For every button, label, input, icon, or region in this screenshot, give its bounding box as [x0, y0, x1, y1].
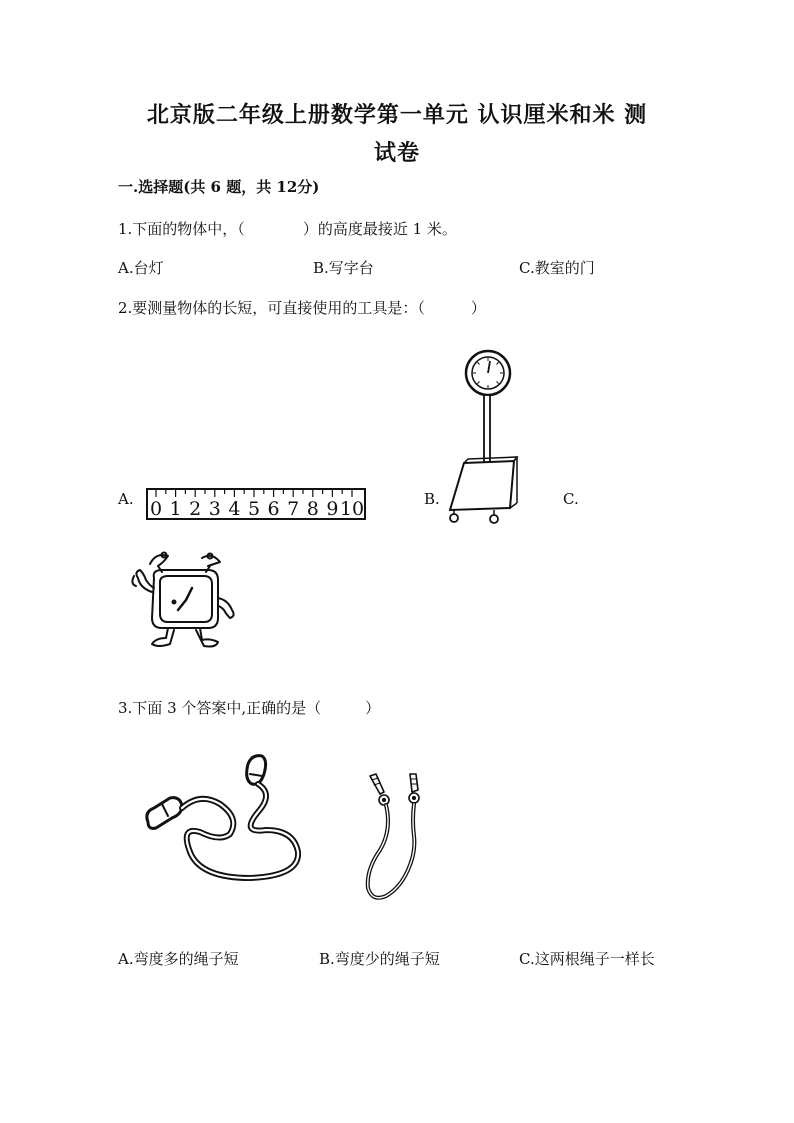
rope-handle-left — [147, 798, 182, 829]
title-line-1: 北京版二年级上册数学第一单元 认识厘米和米 测 — [146, 102, 648, 128]
scale-wheel-left — [450, 514, 458, 522]
scale-wheel-right — [490, 515, 498, 523]
question-1-stem-before: 1.下面的物体中，（ — [118, 220, 245, 238]
question-1-option-b[interactable]: B.写字台 — [313, 259, 374, 277]
ruler-number: 2 — [189, 498, 202, 520]
question-3-option-b[interactable]: B.弯度少的绳子短 — [319, 950, 440, 968]
rope-few-curves-image — [362, 770, 438, 910]
page-title — [110, 96, 684, 172]
minute-hand — [186, 588, 192, 600]
ruler-number: 0 — [149, 498, 163, 520]
question-2-option-b[interactable]: B. — [424, 490, 440, 508]
question-3-option-c[interactable]: C.这两根绳子一样长 — [519, 950, 655, 968]
question-3-stem-before: 3.下面 3 个答案中,正确的是（ — [118, 699, 322, 717]
section-heading: 一.选择题(共 6 题，共 12分) — [118, 178, 320, 196]
ruler-number: 9 — [326, 498, 339, 520]
ruler-number: 7 — [287, 498, 300, 520]
rope-many-curves-image — [140, 752, 310, 902]
question-1-stem-after: ）的高度最接近 1 米。 — [302, 220, 457, 238]
ruler-number: 6 — [267, 498, 280, 520]
ruler-number: 3 — [208, 498, 221, 520]
question-2-stem-before: 2.要测量物体的长短，可直接使用的工具是：（ — [118, 299, 425, 317]
question-2-stem — [118, 297, 486, 318]
ruler-number: 4 — [228, 498, 241, 520]
rope-b-handle-right — [410, 774, 418, 792]
question-3-option-a[interactable]: A.弯度多的绳子短 — [118, 950, 239, 968]
question-3-stem-after: ） — [365, 699, 381, 717]
question-1-stem — [118, 218, 457, 239]
question-1-option-c[interactable]: C.教室的门 — [519, 259, 595, 277]
ruler-image — [146, 488, 366, 520]
ruler-number: 8 — [306, 498, 319, 520]
question-1-option-a[interactable]: A.台灯 — [118, 259, 164, 277]
question-3-stem — [118, 697, 380, 718]
ruler-number: 5 — [247, 498, 261, 520]
scale-post — [484, 395, 490, 463]
title-line-2: 试卷 — [373, 140, 420, 166]
alarm-clock-image — [128, 548, 238, 653]
rope-b-line — [368, 804, 415, 898]
hour-hand — [178, 600, 186, 610]
question-2-option-c[interactable]: C. — [563, 490, 579, 508]
ruler-number: 1 — [169, 498, 182, 520]
rope-handle-top — [247, 756, 266, 785]
question-2-option-a[interactable]: A. — [118, 490, 134, 508]
platform-scale-image — [444, 348, 524, 528]
ruler-number: 10 — [339, 498, 365, 520]
scale-platform — [450, 461, 514, 510]
question-2-stem-after: ） — [470, 299, 486, 317]
